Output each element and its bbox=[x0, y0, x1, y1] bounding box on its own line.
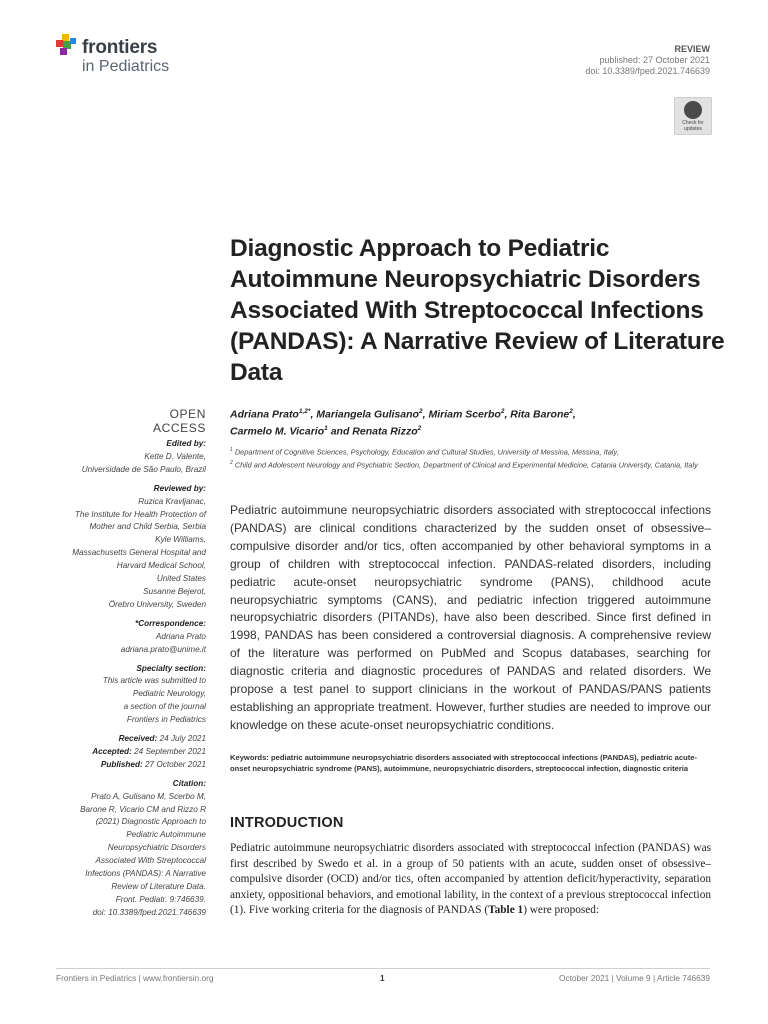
footer-divider bbox=[56, 968, 710, 969]
author-affiliation-ref: 2 bbox=[500, 408, 505, 415]
citation-label: Citation: bbox=[172, 778, 206, 788]
specialty-section-label: Specialty section: bbox=[136, 663, 206, 673]
reviewer-line: The Institute for Health Protection of bbox=[74, 509, 206, 519]
editor-line: Kette D. Valente, bbox=[144, 451, 206, 461]
article-type: REVIEW bbox=[674, 44, 710, 54]
section-heading-introduction: INTRODUCTION bbox=[230, 815, 344, 831]
author-name[interactable]: Renata Rizzo bbox=[352, 425, 418, 437]
reviewer-line: Mother and Child Serbia, Serbia bbox=[89, 522, 206, 532]
author-affiliation-ref: 2 bbox=[418, 408, 423, 415]
reviewer-line: Kyle Williams, bbox=[155, 535, 206, 545]
keywords-label: Keywords: bbox=[230, 753, 269, 762]
keywords-list: pediatric autoimmune neuropsychiatric disorders associated with streptococcal infections (PANDAS), pediatric acute-onset neuropsychiatric syndrome (PANS), autoimmune, neuropsychiatric disorders, streptococcal infection, diagnostic criteria bbox=[230, 753, 698, 773]
author-affiliation-ref: 1 bbox=[324, 424, 328, 432]
specialty-line: a section of the journal bbox=[123, 702, 206, 712]
citation-line: Associated With Streptococcal bbox=[95, 856, 206, 866]
author-affiliation-ref: 1,2* bbox=[298, 408, 311, 415]
reviewer-line: Ruzica Kravljanac, bbox=[138, 496, 206, 506]
author-list: Adriana Prato$^{1,2*}$, Mariangela Gulisano$^2$, Miriam Scerbo$^2$, Rita Barone$^2$, Carmelo M. Vicario$^1$ and Renata Rizzo$^2$ bbox=[230, 408, 576, 437]
footer-issue-info: October 2021 | Volume 9 | Article 746639 bbox=[559, 973, 710, 983]
published-date-sidebar: Published: 27 October 2021 bbox=[100, 759, 206, 769]
author-name[interactable]: Miriam Scerbo bbox=[428, 408, 501, 421]
article-info-sidebar bbox=[40, 438, 206, 920]
affiliations bbox=[230, 445, 720, 471]
author-name[interactable]: Mariangela Gulisano bbox=[316, 408, 419, 421]
specialty-line: This article was submitted to bbox=[102, 676, 206, 686]
check-updates-label: Check for updates bbox=[682, 120, 704, 132]
affiliation-item: $^2$ Child and Adolescent Neurology and Psychiatric Section, Department of Clinical and Experimental Medicine, Catania University, Catania, Italy bbox=[230, 459, 698, 470]
correspondence-name: Adriana Prato bbox=[155, 631, 206, 641]
journal-name: in Pediatrics bbox=[82, 58, 170, 75]
received-date: Received: 24 July 2021 bbox=[118, 734, 206, 744]
author-affiliation-ref: 2 bbox=[569, 408, 573, 415]
journal-logo[interactable] bbox=[56, 34, 206, 78]
footer-journal-link[interactable]: Frontiers in Pediatrics | www.frontiersin.org bbox=[56, 973, 214, 983]
reviewer-line: Susanne Bejerot, bbox=[143, 586, 206, 596]
specialty-line: Frontiers in Pediatrics bbox=[126, 715, 206, 725]
citation-line: Barone R, Vicario CM and Rizzo R bbox=[80, 804, 206, 814]
affiliation-item: $^1$ Department of Cognitive Sciences, Psychology, Education and Cultural Studies, University of Messina, Messina, Italy, bbox=[230, 447, 619, 457]
table-reference-link[interactable]: Table 1 bbox=[488, 904, 524, 917]
keywords bbox=[230, 752, 711, 774]
published-date: published: 27 October 2021 bbox=[599, 55, 710, 65]
check-for-updates-button[interactable] bbox=[674, 97, 712, 135]
correspondence-label: *Correspondence: bbox=[135, 618, 206, 628]
citation-line: Pediatric Autoimmune bbox=[126, 830, 206, 840]
journal-brand: frontiers bbox=[82, 37, 158, 58]
author-name[interactable]: Rita Barone bbox=[510, 408, 570, 421]
edited-by-label: Edited by: bbox=[166, 439, 206, 448]
check-updates-icon bbox=[684, 101, 702, 119]
reviewer-line: Massachusetts General Hospital and bbox=[72, 548, 206, 558]
citation-doi[interactable]: doi: 10.3389/fped.2021.746639 bbox=[92, 907, 206, 917]
correspondence-email[interactable]: adriana.prato@unime.it bbox=[120, 644, 206, 654]
specialty-line: Pediatric Neurology, bbox=[132, 689, 206, 699]
reviewer-line: Örebro University, Sweden bbox=[108, 599, 206, 609]
editor-line: Universidade de São Paulo, Brazil bbox=[81, 464, 206, 474]
article-title: Diagnostic Approach to Pediatric Autoimmune Neuropsychiatric Disorders Associated With Streptococcal Infections (PANDAS): A Narrative Review of Literature Data bbox=[230, 235, 725, 386]
citation-line: Infections (PANDAS): A Narrative bbox=[85, 869, 206, 879]
abstract-text: Pediatric autoimmune neuropsychiatric disorders associated with streptococcal infections (PANDAS) are clinical conditions characterized by the sudden onset of obsessive–compulsive disorder and/or tics, often accompanied by other behavioral symptoms in a group of children with streptococcal infection. PANDAS-related disorders, including pediatric acute-onset neuropsychiatric syndrome (PANS), childhood acute neuropsychiatric symptoms (CANS), and pediatric infection triggered autoimmune neuropsychiatric disorders (PITANDs), have also been described. Since first defined in 1998, PANDAS has been considered a controversial diagnosis. A comprehensive review of the literature was performed on PubMed and Scopus databases, searching for diagnostic criteria and diagnostic procedures of PANDAS and related disorders. We propose a test panel to support clinicians in the workout of PANDAS/PANS patients establishing an appropriate treatment. However, further studies are needed to improve our knowledge on these acute-onset neuropsychiatric conditions. bbox=[230, 503, 711, 732]
citation-line: Review of Literature Data. bbox=[111, 882, 206, 891]
frontiers-logo-icon bbox=[56, 34, 80, 60]
author-name[interactable]: Carmelo M. Vicario bbox=[230, 425, 325, 437]
reviewer-line: United States bbox=[156, 574, 206, 584]
author-affiliation-ref: 2 bbox=[417, 424, 422, 432]
citation-line: (2021) Diagnostic Approach to bbox=[95, 817, 206, 827]
citation-line: Front. Pediatr. 9:746639. bbox=[115, 894, 206, 904]
page-number: 1 bbox=[380, 973, 385, 983]
accepted-date: Accepted: 24 September 2021 bbox=[92, 746, 206, 756]
reviewer-line: Harvard Medical School, bbox=[116, 561, 206, 571]
introduction-text: Pediatric autoimmune neuropsychiatric disorders associated with streptococcal infection (PANDAS) was first described by Swedo et al. in a group of 50 patients with an acute, sudden onset of obsessive–compulsive disorder (OCD) and/or tics, often accompanied by attention deficit/hyperactivity, separation anxiety, oppositional behaviors, and emotional lability, in the context of a previous streptococcal infection (1). Five working criteria for the diagnosis of PANDAS (Table 1) were proposed: bbox=[230, 842, 711, 917]
open-access-label: OPEN ACCESS bbox=[153, 407, 206, 435]
article-meta bbox=[585, 44, 710, 77]
author-name[interactable]: Adriana Prato bbox=[230, 408, 299, 421]
citation-line: Prato A, Gulisano M, Scerbo M, bbox=[91, 791, 206, 801]
article-doi[interactable]: doi: 10.3389/fped.2021.746639 bbox=[585, 66, 710, 76]
citation-line: Neuropsychiatric Disorders bbox=[107, 843, 206, 853]
reviewed-by-label: Reviewed by: bbox=[153, 483, 206, 493]
